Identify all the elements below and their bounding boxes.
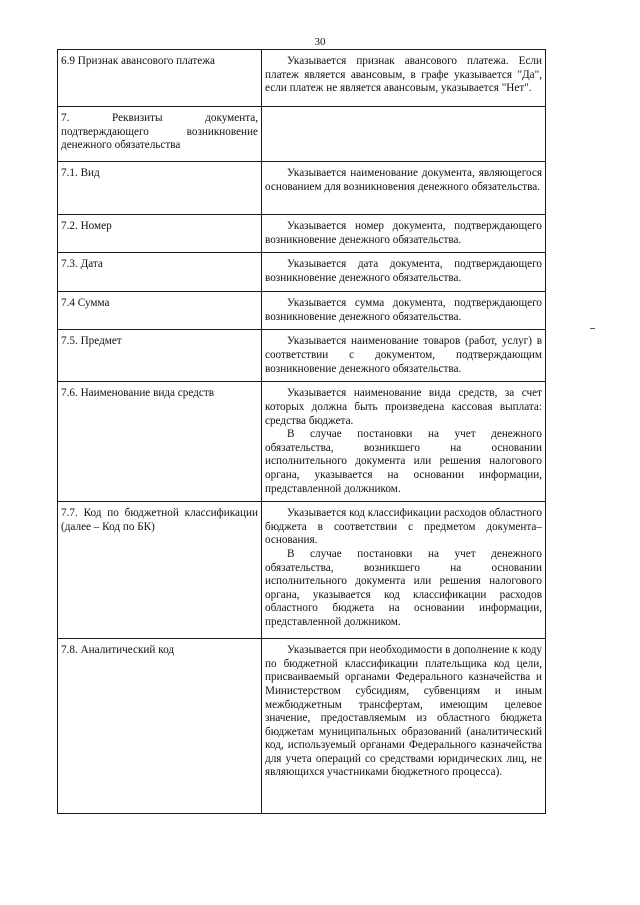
- field-description-cell: [262, 162, 546, 215]
- field-name-cell: 7.7. Код по бюджетной классификации (далее – Код по БК): [58, 502, 262, 639]
- description-paragraph: Указывается номер документа, подтверждающего возникновение денежного обязательства.: [265, 220, 542, 246]
- requisites-table: [57, 49, 546, 814]
- field-name-cell: 6.9 Признак авансового платежа: [58, 50, 262, 107]
- margin-mark: [590, 328, 595, 329]
- description-paragraph: Указывается наименование вида средств, за счет которых должна быть произведена кассовая выплата: средства бюджета.: [265, 387, 542, 427]
- field-name-cell: 7.2. Номер: [58, 215, 262, 253]
- field-description-cell: [262, 382, 546, 502]
- description-paragraph: Указывается дата документа, подтверждающего возникновение денежного обязательства.: [265, 258, 542, 284]
- table-row: [58, 162, 546, 215]
- table-row: [58, 382, 546, 502]
- description-paragraph: Указывается при необходимости в дополнение к коду по бюджетной классификации плательщика код цели, присваиваемый органами Федерального казначейства и Министерством субсидиям, субвенциям и иным межбюджетным трансфертам, имеющим целевое значение, предоставляемым из областного бюджета бюджетам муниципальных образований (аналитический код, используемый органами Федерального казначейства для учета операций со средствами юридических лиц, не являющихся участниками бюджетного процесса).: [265, 644, 542, 779]
- field-description-cell: [262, 330, 546, 382]
- field-name-cell: 7. Реквизиты документа, подтверждающего возникновение денежного обязательства: [58, 107, 262, 162]
- field-name-cell: 7.6. Наименование вида средств: [58, 382, 262, 502]
- field-description-cell: [262, 253, 546, 292]
- description-paragraph: Указывается наименование товаров (работ, услуг) в соответствии с документом, подтверждающим возникновение денежного обязательства.: [265, 335, 542, 375]
- field-description-cell: [262, 107, 546, 162]
- description-paragraph: В случае постановки на учет денежного обязательства, возникшего на основании исполнительного документа или решения налогового органа, указывается на основании информации, представленной должником.: [265, 428, 542, 495]
- table-row: [58, 639, 546, 814]
- page-number: 30: [314, 36, 326, 48]
- table-row: [58, 107, 546, 162]
- description-paragraph: Указывается сумма документа, подтверждающего возникновение денежного обязательства.: [265, 297, 542, 323]
- table-body: [58, 50, 546, 814]
- description-paragraph: Указывается признак авансового платежа. Если платеж является авансовым, в графе указывается "Да", если платеж не является авансовым, указывается "Нет".: [265, 55, 542, 95]
- table-row: [58, 330, 546, 382]
- field-name-cell: 7.3. Дата: [58, 253, 262, 292]
- field-name-cell: 7.5. Предмет: [58, 330, 262, 382]
- field-description-cell: [262, 215, 546, 253]
- field-name-cell: 7.4 Сумма: [58, 292, 262, 330]
- table-row: [58, 502, 546, 639]
- field-name-cell: 7.8. Аналитический код: [58, 639, 262, 814]
- field-description-cell: [262, 639, 546, 814]
- field-description-cell: [262, 50, 546, 107]
- description-paragraph: В случае постановки на учет денежного обязательства, возникшего на основании исполнительного документа или решения налогового органа, указывается код классификации расходов областного бюджета на основании информации, представленной должником.: [265, 547, 542, 628]
- field-description-cell: [262, 292, 546, 330]
- field-name-cell: 7.1. Вид: [58, 162, 262, 215]
- description-paragraph: Указывается наименование документа, являющегося основанием для возникновения денежного обязательства.: [265, 167, 542, 193]
- table-row: [58, 253, 546, 292]
- table-row: [58, 215, 546, 253]
- table-row: [58, 292, 546, 330]
- description-paragraph: Указывается код классификации расходов областного бюджета в соответствии с предметом документа–основания.: [265, 507, 542, 547]
- table-row: [58, 50, 546, 107]
- field-description-cell: [262, 502, 546, 639]
